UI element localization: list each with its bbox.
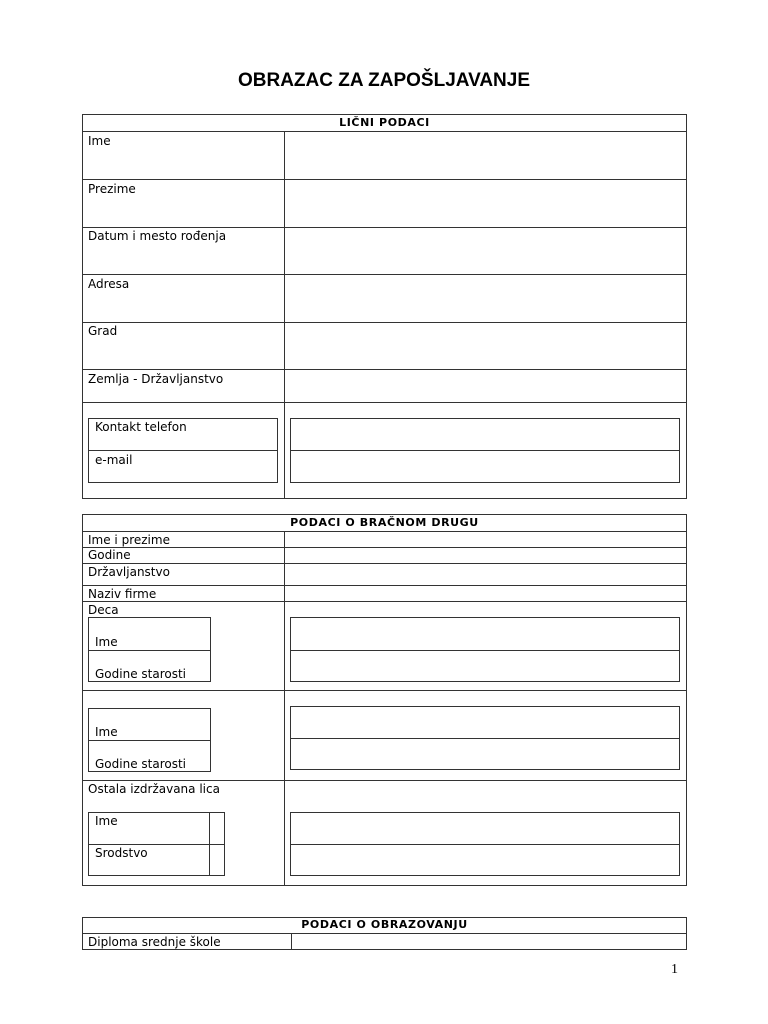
child-name-field[interactable]: [291, 707, 679, 738]
child-name-label: Ime: [95, 725, 118, 739]
spouse-citizenship-label: Državljanstvo: [88, 565, 170, 579]
child-age-label: Godine starosti: [95, 667, 187, 681]
child-age-field[interactable]: [291, 739, 679, 769]
relationship-field[interactable]: [291, 845, 679, 875]
children-label: Deca: [88, 603, 119, 617]
child-age-label: Godine starosti: [95, 757, 187, 771]
child-name-field[interactable]: [291, 618, 679, 650]
spouse-name-field[interactable]: [285, 532, 686, 547]
divider: [82, 601, 687, 602]
divider: [82, 690, 687, 691]
birth-date-place-field[interactable]: [285, 228, 686, 274]
email-label: e-mail: [95, 453, 133, 467]
birth-date-place-label: Datum i mesto rođenja: [88, 229, 227, 243]
divider: [88, 740, 211, 741]
first-name-field[interactable]: [285, 132, 686, 179]
city-label: Grad: [88, 324, 118, 338]
high-school-diploma-field[interactable]: [292, 934, 686, 949]
first-name-label: Ime: [88, 134, 111, 148]
last-name-field[interactable]: [285, 180, 686, 227]
divider: [88, 844, 225, 845]
dependent-name-field[interactable]: [291, 813, 679, 844]
child-age-field[interactable]: [291, 651, 679, 681]
country-citizenship-label: Zemlja - Državljanstvo: [88, 372, 224, 386]
divider: [88, 450, 278, 451]
dependent-name-label: Ime: [95, 814, 118, 828]
spouse-name-label: Ime i prezime: [88, 533, 170, 547]
relationship-label: Srodstvo: [95, 846, 148, 860]
personal-data-header: LIČNI PODACI: [339, 116, 430, 129]
high-school-diploma-label: Diploma srednje škole: [88, 935, 221, 949]
spouse-data-header: PODACI O BRAČNOM DRUGU: [290, 516, 479, 529]
spouse-age-label: Godine: [88, 548, 131, 562]
address-label: Adresa: [88, 277, 130, 291]
address-field[interactable]: [285, 275, 686, 322]
dependents-label: Ostala izdržavana lica: [88, 782, 220, 796]
company-name-label: Naziv firme: [88, 587, 157, 601]
city-field[interactable]: [285, 323, 686, 369]
divider: [88, 650, 211, 651]
child-name-label: Ime: [95, 635, 118, 649]
company-name-field[interactable]: [285, 586, 686, 601]
spouse-citizenship-field[interactable]: [285, 564, 686, 585]
phone-field[interactable]: [291, 419, 679, 450]
phone-label: Kontakt telefon: [95, 420, 187, 434]
page-title: OBRAZAC ZA ZAPOŠLJAVANJE: [237, 70, 531, 91]
spouse-age-field[interactable]: [285, 548, 686, 563]
email-field[interactable]: [291, 451, 679, 482]
divider: [82, 402, 687, 403]
divider: [82, 780, 687, 781]
education-data-header: PODACI O OBRAZOVANJU: [301, 918, 468, 931]
country-citizenship-field[interactable]: [285, 370, 686, 402]
page-number: 1: [671, 962, 678, 977]
last-name-label: Prezime: [88, 182, 136, 196]
